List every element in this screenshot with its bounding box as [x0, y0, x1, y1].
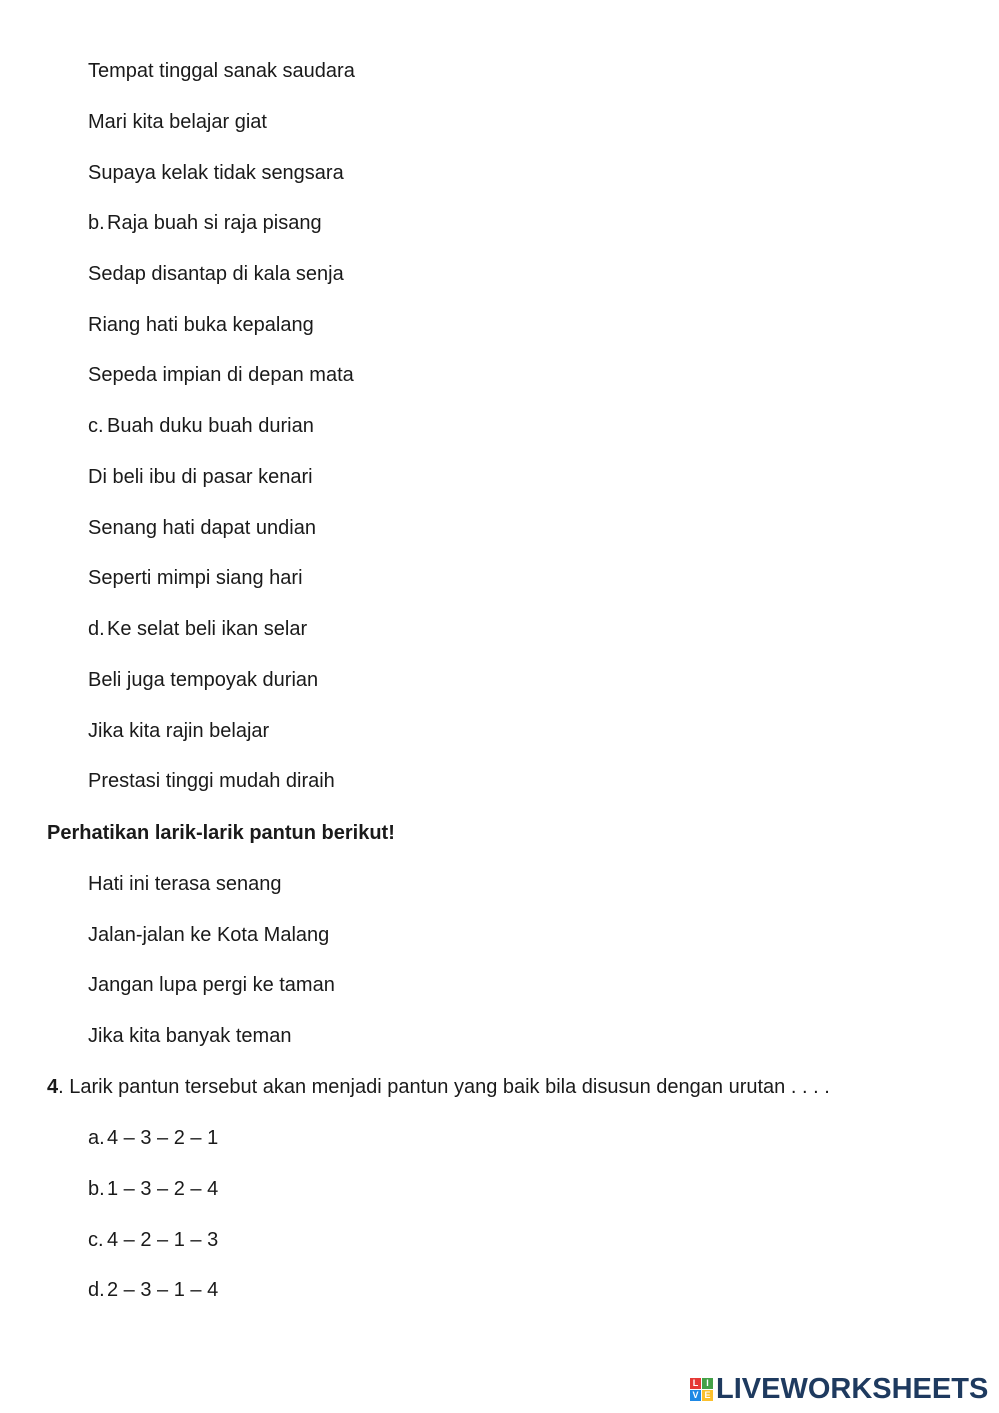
pantun-line: Supaya kelak tidak sengsara	[88, 162, 344, 184]
pantun-line: Senang hati dapat undian	[88, 517, 316, 539]
question-text: . Larik pantun tersebut akan menjadi pantun yang baik bila disusun dengan urutan . . . .	[58, 1076, 830, 1098]
option-text: 4 – 3 – 2 – 1	[107, 1127, 219, 1149]
option-c[interactable]	[88, 413, 314, 439]
option-text: 4 – 2 – 1 – 3	[107, 1229, 219, 1251]
section-heading: Perhatikan larik-larik pantun berikut!	[47, 822, 395, 844]
option-marker: c.	[88, 415, 104, 437]
logo-icon-cell: E	[702, 1390, 713, 1401]
option-text: 1 – 3 – 2 – 4	[107, 1178, 219, 1200]
question-4	[47, 1074, 830, 1100]
logo-icon-cell: V	[690, 1390, 701, 1401]
option-text: 2 – 3 – 1 – 4	[107, 1279, 219, 1301]
pantun-line: Sepeda impian di depan mata	[88, 364, 354, 386]
answer-option-a[interactable]	[88, 1125, 218, 1151]
option-marker: b.	[88, 212, 105, 234]
pantun-line: Prestasi tinggi mudah diraih	[88, 770, 335, 792]
pantun-line: Jalan-jalan ke Kota Malang	[88, 924, 330, 946]
pantun-line: Beli juga tempoyak durian	[88, 669, 319, 691]
pantun-line: Riang hati buka kepalang	[88, 314, 314, 336]
pantun-line: Buah duku buah durian	[107, 415, 314, 437]
option-marker: a.	[88, 1127, 105, 1149]
pantun-line: Seperti mimpi siang hari	[88, 567, 303, 589]
answer-option-d[interactable]	[88, 1277, 218, 1303]
pantun-line: Jangan lupa pergi ke taman	[88, 974, 335, 996]
pantun-line: Mari kita belajar giat	[88, 111, 267, 133]
option-marker: c.	[88, 1229, 104, 1251]
logo-text: LIVEWORKSHEETS	[716, 1372, 989, 1405]
pantun-line: Raja buah si raja pisang	[107, 212, 322, 234]
pantun-line: Ke selat beli ikan selar	[107, 618, 308, 640]
logo-icon-cell: L	[690, 1378, 701, 1389]
pantun-line: Hati ini terasa senang	[88, 873, 282, 895]
pantun-line: Di beli ibu di pasar kenari	[88, 466, 313, 488]
option-marker: d.	[88, 618, 105, 640]
logo-icon-cell: I	[702, 1378, 713, 1389]
pantun-line: Tempat tinggal sanak saudara	[88, 60, 355, 82]
option-marker: d.	[88, 1279, 105, 1301]
option-d[interactable]	[88, 616, 307, 642]
option-b[interactable]	[88, 210, 322, 236]
option-marker: b.	[88, 1178, 105, 1200]
question-number: 4	[47, 1076, 59, 1098]
pantun-line: Sedap disantap di kala senja	[88, 263, 344, 285]
answer-option-b[interactable]	[88, 1176, 218, 1202]
liveworksheets-logo[interactable]	[690, 1374, 988, 1404]
logo-icon	[690, 1378, 713, 1401]
pantun-line: Jika kita banyak teman	[88, 1025, 292, 1047]
pantun-line: Jika kita rajin belajar	[88, 720, 270, 742]
answer-option-c[interactable]	[88, 1227, 218, 1253]
